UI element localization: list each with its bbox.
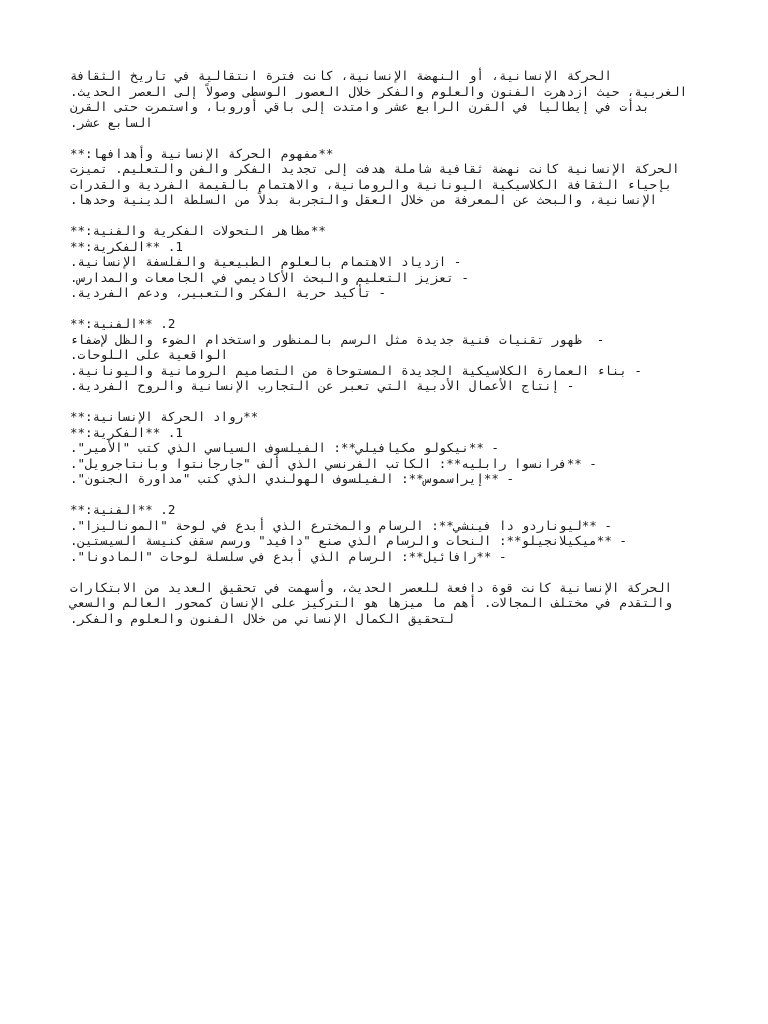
conclusion-paragraph: [70, 580, 695, 627]
pioneers-artistic-list: [70, 518, 695, 565]
blank-line: [70, 564, 695, 580]
text-line: الحركة الإنسانية كانت قوة دافعة للعصر الحديث، وأسهمت في تحقيق العديد من الابتكارات: [70, 579, 673, 595]
text-line: بدأت في إيطاليا في القرن الرابع عشر وامتدت إلى باقي أوروبا، واستمرت حتى القرن: [70, 99, 657, 114]
text-line: بإحياء الثقافة الكلاسيكية اليونانية والرومانية، والاهتمام بالقيمة الفردية والقدرات: [70, 176, 680, 192]
text-line: الإنسانية، والبحث عن المعرفة من خلال العقل والتجربة بدلاً من السلطة الدينية وحدها.: [70, 192, 657, 207]
list-item: - إنتاج الأعمال الأدبية التي تعبر عن التجارب الإنسانية والروح الفردية.: [70, 378, 597, 393]
intellectual-label: 1. **الفكرية:**: [70, 238, 183, 254]
concept-paragraph: [70, 161, 695, 208]
concept-heading: **مفهوم الحركة الإنسانية وأهدافها:**: [70, 145, 334, 161]
document-page: [70, 68, 695, 626]
blank-line: [70, 394, 695, 410]
list-item: - تعزيز التعليم والبحث الأكاديمي في الجامعات والمدارس.: [70, 269, 492, 285]
list-item: - **ميكيلانجيلو**: النحات والرسام الذي صنع "دافيد" ورسم سقف كنيسة السيستين.: [70, 533, 650, 548]
pioneers-heading: **رواد الحركة الإنسانية:**: [70, 409, 259, 424]
intellectual-list: [70, 254, 695, 301]
pioneers-artistic-label: 2. **الفنية:**: [70, 502, 176, 517]
text-line: السابع عشر.: [70, 114, 153, 130]
list-item: - **ليوناردو دا فينشي**: الرسام والمخترع الذي أبدع في لوحة "الموناليزا".: [70, 517, 635, 533]
text-line: لتحقيق الكمال الإنساني من خلال الفنون والعلوم والفكر.: [70, 610, 454, 626]
blank-line: [70, 487, 695, 503]
list-item: - بناء العمارة الكلاسيكية الجديدة المستوحاة من التصاميم الرومانية واليونانية.: [70, 362, 665, 378]
list-item: - تأكيد حرية الفكر والتعبير، ودعم الفردية.: [70, 285, 409, 300]
text-line: والتقدم في مختلف المجالات. أهم ما ميزها هو التركيز على الإنسان كمحور العالم والسعي: [70, 595, 680, 610]
artistic-label: 2. **الفنية:**: [70, 316, 176, 331]
list-item: الواقعية على اللوحات.: [70, 347, 229, 362]
text-line: الحركة الإنسانية كانت نهضة ثقافية شاملة هدفت إلى تجديد الفكر والفن والتعليم. تميزت: [70, 161, 680, 176]
artistic-list: [70, 332, 695, 394]
list-item: - **فرانسوا رابليه**: الكاتب الفرنسي الذي ألف "جارجانتوا وبانتاجرويل".: [70, 455, 620, 471]
blank-line: [70, 301, 695, 317]
list-item: - ازدياد الاهتمام بالعلوم الطبيعية والفلسفة الإنسانية.: [70, 254, 484, 269]
list-item: - ظهور تقنيات فنية جديدة مثل الرسم بالمنظور واستخدام الضوء والظل لإضفاء: [70, 331, 627, 347]
list-item: - **نيكولو مكيافيلي**: الفيلسوف السياسي الذي كتب "الأمير".: [70, 440, 522, 455]
blank-line: [70, 130, 695, 146]
transformations-heading: **مظاهر التحولات الفكرية والفنية:**: [70, 223, 326, 238]
text-line: الحركة الإنسانية، أو النهضة الإنسانية، كانت فترة انتقالية في تاريخ الثقافة: [70, 68, 620, 83]
list-item: - **إيراسموس**: الفيلسوف الهولندي الذي كتب "مداورة الجنون".: [70, 471, 537, 486]
pioneers-intellectual-label: 1. **الفكرية:**: [70, 424, 183, 440]
list-item: - **رافائيل**: الرسام الذي أبدع في سلسلة لوحات "المادونا".: [70, 548, 530, 564]
blank-line: [70, 208, 695, 224]
pioneers-intellectual-list: [70, 440, 695, 487]
intro-paragraph: [70, 68, 695, 130]
text-line: الغربية، حيث ازدهرت الفنون والعلوم والفكر خلال العصور الوسطى وصولاً إلى العصر الحديث.: [70, 83, 688, 99]
